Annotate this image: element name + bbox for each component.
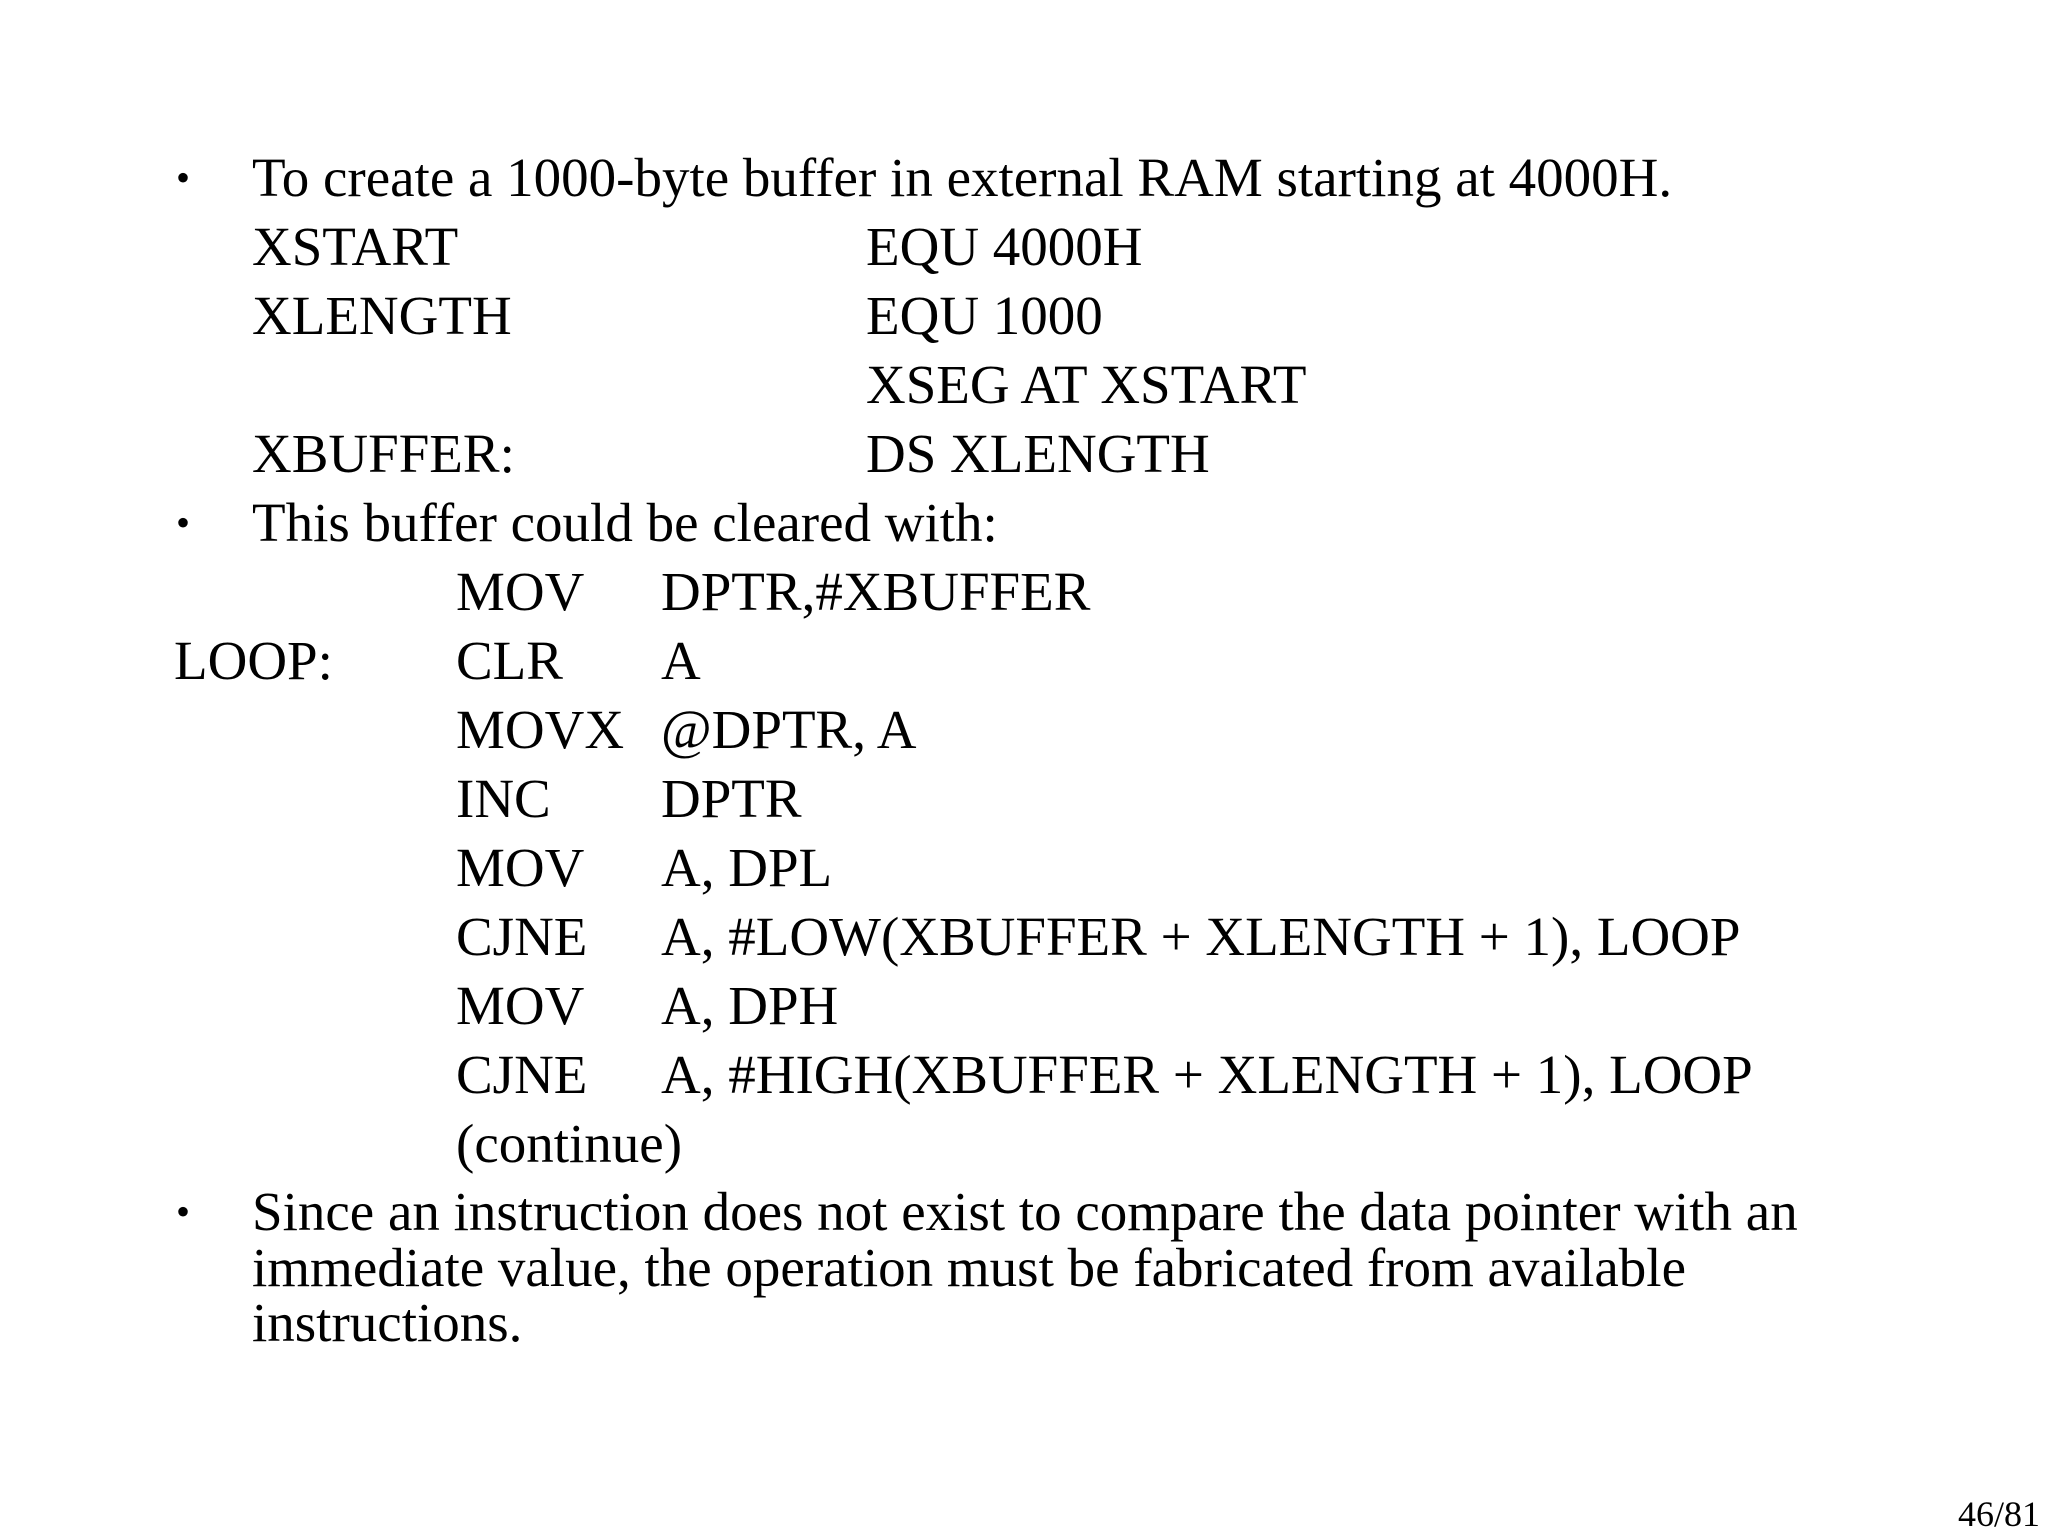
code-label: XBUFFER: xyxy=(252,423,515,484)
bullet-marker: • xyxy=(176,1189,191,1234)
asm-mnemonic: MOV xyxy=(456,975,585,1036)
code-statement: DS XLENGTH xyxy=(866,423,1210,484)
code-statement: EQU 1000 xyxy=(866,285,1103,346)
asm-mnemonic: CJNE xyxy=(456,1044,588,1105)
asm-operand: A, #HIGH(XBUFFER + XLENGTH + 1), LOOP xyxy=(661,1044,1753,1105)
asm-mnemonic: MOV xyxy=(456,837,585,898)
asm-operand: A, DPL xyxy=(661,837,833,898)
code-label: XSTART xyxy=(252,216,459,277)
asm-operand: DPTR,#XBUFFER xyxy=(661,561,1091,622)
bullet-marker: • xyxy=(176,500,191,545)
code-label: XLENGTH xyxy=(252,285,512,346)
asm-mnemonic: MOVX xyxy=(456,699,625,760)
asm-operand: A, #LOW(XBUFFER + XLENGTH + 1), LOOP xyxy=(661,906,1741,967)
bullet-marker: • xyxy=(176,155,191,200)
code-statement: XSEG AT XSTART xyxy=(866,354,1307,415)
asm-continue: (continue) xyxy=(456,1113,683,1174)
asm-mnemonic: CJNE xyxy=(456,906,588,967)
asm-operand: A xyxy=(661,630,701,691)
asm-operand: A, DPH xyxy=(661,975,839,1036)
asm-mnemonic: MOV xyxy=(456,561,585,622)
asm-label: LOOP: xyxy=(174,630,333,691)
clear-text: This buffer could be cleared with: xyxy=(252,492,998,553)
intro-text: To create a 1000-byte buffer in external RAM starting at 4000H. xyxy=(252,147,1673,208)
note-line: instructions. xyxy=(252,1292,523,1353)
note-line: Since an instruction does not exist to compare the data pointer with an xyxy=(252,1181,1798,1242)
note-line: immediate value, the operation must be fabricated from available xyxy=(252,1237,1687,1298)
asm-operand: @DPTR, A xyxy=(661,699,917,760)
page-number: 46/81 xyxy=(1957,1494,2040,1534)
asm-mnemonic: INC xyxy=(456,768,551,829)
asm-operand: DPTR xyxy=(661,768,802,829)
asm-mnemonic: CLR xyxy=(456,630,563,691)
code-statement: EQU 4000H xyxy=(866,216,1143,277)
